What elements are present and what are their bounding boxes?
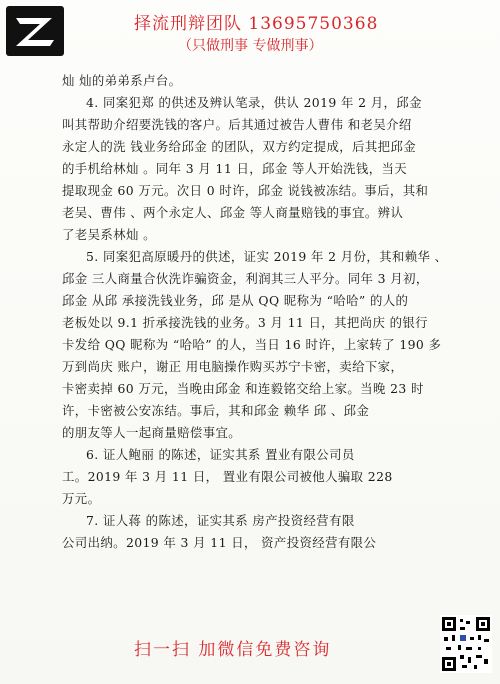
body-line: 卡发给 QQ 昵称为 “哈哈” 的人，当日 16 时许，上家转了 190 多 xyxy=(62,337,442,352)
body-line: 万到尚庆 账户，谢正 用电脑操作购买苏宁卡密，卖给下家， xyxy=(62,359,404,374)
body-line: 许，卡密被公安冻结。事后，其和邱金 赖华 邱 、邱金 xyxy=(62,403,370,418)
header-title: 择流刑辩团队 13695750368 xyxy=(134,14,379,34)
body-line: 提取现金 60 万元。次日 0 时许，邱金 说钱被冻结。事后，其和 xyxy=(62,183,429,198)
body-line: 公司出纳。2019 年 3 月 11 日， 资产投资经营有限公 xyxy=(62,535,377,550)
body-line: 邱金 从邱 承接洗钱业务，邱 是从 QQ 昵称为 “哈哈” 的人的 xyxy=(62,293,409,308)
body-line: 的手机给林灿 。同年 3 月 11 日，邱金 等人开始洗钱，当天 xyxy=(62,161,408,176)
body-line: 6. 证人鲍丽 的陈述，证实其系 置业有限公司员 xyxy=(86,447,355,462)
body-line: 7. 证人蒋 的陈述，证实其系 房产投资经营有限 xyxy=(86,513,355,528)
document-body xyxy=(62,70,448,554)
body-line: 老板处以 9.1 折承接洗钱的业务。3 月 11 日，其把尚庆 的银行 xyxy=(62,315,428,330)
body-line: 永定人的洗 钱业务给邱金 的团队，双方约定提成，后其把邱金 xyxy=(62,139,417,154)
header-subtitle: （只做刑事 专做刑事） xyxy=(178,38,323,54)
wechat-consult-cta: 扫一扫 加微信免费咨询 xyxy=(134,640,332,660)
body-line: 邱金 三人商量合伙洗诈骗资金，利润其三人平分。同年 3 月初， xyxy=(62,271,429,286)
body-line: 了老吴系林灿 。 xyxy=(62,227,156,242)
body-line: 工。2019 年 3 月 11 日， 置业有限公司被他人骗取 228 xyxy=(62,469,393,484)
body-line: 4. 同案犯郑 的供述及辨认笔录，供认 2019 年 2 月，邱金 xyxy=(86,95,422,110)
body-line: 灿 灿的弟弟系卢台。 xyxy=(62,73,182,88)
body-line: 老吴、曹伟 、两个永定人、邱金 等人商量赔钱的事宜。辨认 xyxy=(62,205,404,220)
body-line: 万元。 xyxy=(62,491,101,506)
body-line: 卡密卖掉 60 万元，当晚由邱金 和连毅铭交给上家。当晚 23 时 xyxy=(62,381,424,396)
brand-logo-icon xyxy=(6,6,64,56)
body-line: 叫其帮助介绍要洗钱的客户。后其通过被告人曹伟 和老吴介绍 xyxy=(62,117,412,132)
body-line: 的朋友等人一起商量赔偿事宜。 xyxy=(62,425,242,440)
body-line: 5. 同案犯高原暖丹的供述，证实 2019 年 2 月份，其和赖华 、 xyxy=(86,249,448,264)
qr-code-icon[interactable] xyxy=(440,615,492,673)
